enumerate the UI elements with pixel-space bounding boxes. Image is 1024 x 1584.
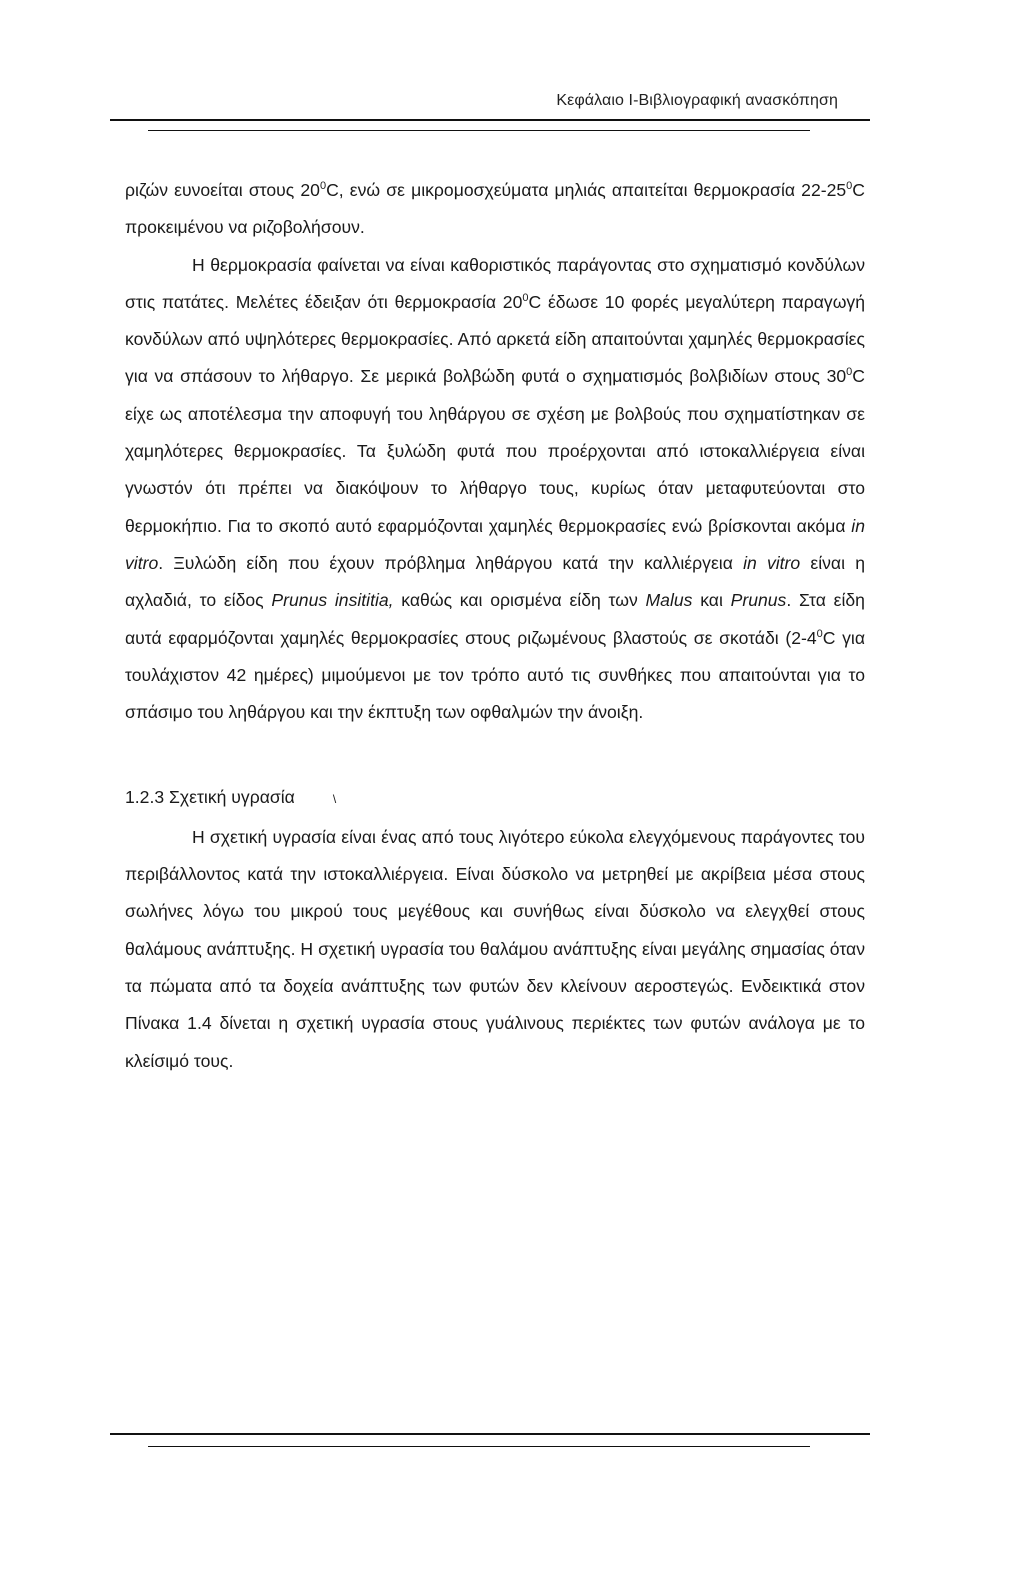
paragraph-3: Η σχετική υγρασία είναι ένας από τους λιγότερο εύκολα ελεγχόμενους παράγοντες του περιβάλλοντος κατά την ιστοκαλλιέργεια. Είναι δύσκολο να μετρηθεί με ακρίβεια μέσα στους σωλήνες λόγω του μικρού τους μεγέθους και συνήθως είναι δύσκολο να ελεγχθεί στους θαλάμους ανάπτυξης. Η σχετική υγρασία του θαλάμου ανάπτυξης είναι μεγάλης σημασίας όταν τα πώματα από τα δοχεία ανάπτυξης των φυτών δεν κλείνουν αεροστεγώς. Ενδεικτικά στον Πίνακα 1.4 δίνεται η σχετική υγρασία στους γυάλινους περιέκτες των φυτών ανάλογα με το κλείσιμό τους. [125, 826, 865, 1071]
superscript: 0 [522, 291, 529, 304]
footer-rule-thick [110, 1433, 870, 1435]
italic-term: Prunus [730, 590, 787, 611]
text-run: C έδωσε 10 φορές μεγαλύτερη παραγωγή κονδύλων από υψηλότερες θερμοκρασίες. Από αρκετά είδη απαιτούνται χαμηλές θερμοκρασίες για να σπάσουν το λήθαργο. Σε μερικά βολβώδη φυτά ο σχηματισμός βολβιδίων στους 30 [125, 291, 866, 387]
text-run: C είχε ως αποτέλεσμα την αποφυγή του ληθάργου σε σχέση με βολβούς που σχηματίστηκαν σε χαμηλότερες θερμοκρασίες. Τα ξυλώδη φυτά που προέρχονται από ιστοκαλλιέργεια είναι γνωστόν ότι πρέπει να διακόψουν το λήθαργο τους, κυρίως όταν μεταφυτεύονται στο θερμοκήπιο. Για το σκοπό αυτό εφαρμόζονται χαμηλές θερμοκρασίες ενώ βρίσκονται ακόμα [125, 366, 865, 536]
superscript: 0 [319, 180, 327, 192]
italic-term: Prunus insititia, [271, 590, 394, 611]
spacer [125, 731, 865, 779]
italic-term: Malus [645, 590, 693, 611]
header-rule-thick [110, 119, 870, 121]
footer-rule-thin [148, 1446, 810, 1447]
section-heading-text: 1.2.3 Σχετική υγρασία [125, 787, 295, 808]
header-rule-thin [148, 130, 810, 131]
text-run: . Ξυλώδη είδη που έχουν πρόβλημα ληθάργου κατά την καλλιέργεια [158, 552, 744, 573]
running-header: Κεφάλαιο Ι-Βιβλιογραφική ανασκόπηση [556, 92, 838, 109]
stray-mark: \ [332, 792, 337, 807]
text-run: C, ενώ σε μικρομοσχεύματα μηλιάς απαιτείται θερμοκρασία 22-25 [326, 180, 847, 200]
text-run: και [692, 590, 731, 611]
italic-term: in vitro [743, 552, 801, 573]
text-run: C προκειμένου να ριζοβολήσουν. [125, 180, 866, 238]
superscript: 0 [846, 180, 853, 192]
italic-term: in vitro [125, 515, 865, 573]
paragraph-1 [125, 172, 865, 247]
superscript: 0 [846, 366, 853, 379]
body-text [125, 172, 865, 1080]
superscript: 0 [816, 627, 823, 640]
text-run: καθώς και ορισμένα είδη των [393, 590, 646, 611]
section-heading [125, 779, 865, 818]
text-run: . Στα είδη αυτά εφαρμόζονται χαμηλές θερμοκρασίες στους ριζωμένους βλαστούς σε σκοτάδι (2-4 [125, 590, 865, 648]
text-run: ριζών ευνοείται στους 20 [125, 180, 320, 200]
paragraph-2 [125, 247, 865, 732]
text-run: C για τουλάχιστον 42 ημέρες) μιμούμενοι με τον τρόπο αυτό τις συνθήκες που απαιτούνται για το σπάσιμο του ληθάργου και την έκπτυξη των οφθαλμών την άνοιξη. [125, 627, 865, 723]
text-run: είναι η αχλαδιά, το είδος [125, 552, 865, 611]
text-run: Η θερμοκρασία φαίνεται να είναι καθοριστικός παράγοντας στο σχηματισμό κονδύλων στις πατάτες. Μελέτες έδειξαν ότι θερμοκρασία 20 [125, 254, 865, 312]
